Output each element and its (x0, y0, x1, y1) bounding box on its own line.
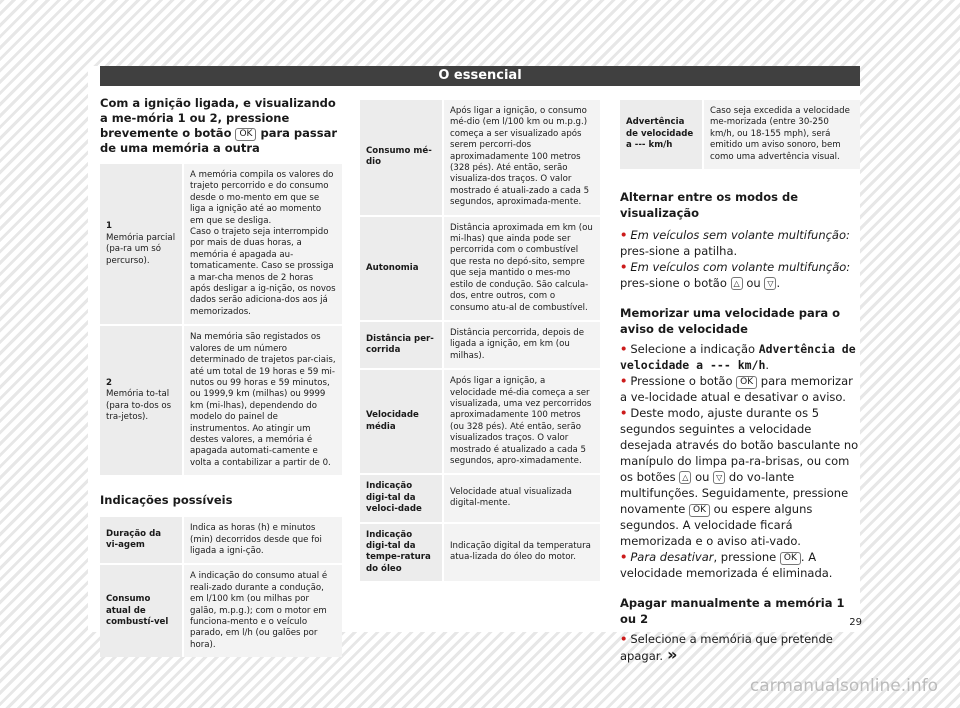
bullet-icon: • (620, 342, 628, 357)
indicacao-key: Duração da vi-agem (100, 517, 184, 563)
indicacoes-table-2 (360, 100, 600, 581)
indicacao-value: Após ligar a ignição, o consumo mé-dio (em l/100 km ou m.p.g.) começa a ser visualizado após serem percorri-dos aproximadamente 100 metros (328 pés). Até então, serão visualiza-dos traços. O valor mostrado é atuali-zado a cada 5 segundos, aproximada-mente. (444, 100, 600, 215)
indicacoes-table-1 (100, 517, 342, 657)
list-item: • Pressione o botão OK para memorizar a ve-locidade atual e desativar o aviso. (620, 374, 853, 405)
bullet-icon: • (620, 632, 628, 647)
memory-value-1: A memória compila os valores do trajeto percorrido e do consumo desde o mo-mento em que se liga a ignição até ao momento em que se desliga. Caso o trajeto seja interrompido por mais de duas horas, a memória é apagada au-tomaticamente. Caso se prossiga a mar-cha menos de 2 horas após desligar a ig-nição, os novos dados serão adiciona-dos aos já memorizados. (184, 164, 342, 324)
indicacao-value: Caso seja excedida a velocidade me-morizada (entre 30-250 km/h, ou 18-155 mph), será emitido um aviso sonoro, bem como uma advertência visual. (704, 100, 860, 169)
list-item: • Selecione a memória que pretende apagar. » (620, 632, 833, 665)
table-row (360, 473, 600, 521)
indicacao-key: Consumo atual de combustí-vel (100, 563, 184, 657)
indicacao-key: Indicação digi-tal da tempe-ratura do óleo (360, 522, 444, 582)
ok-button-icon: OK (736, 376, 757, 389)
indicacao-value: A indicação do consumo atual é reali-zado durante a condução, em l/100 km (ou milhas por galão, m.p.g.); com o motor em funciona-mento e o veículo parado, em l/h (ou galões por hora). (184, 563, 342, 657)
indicacao-key: Autonomia (360, 215, 444, 320)
memory-table (100, 164, 342, 475)
indicacao-value: Indicação digital da temperatura atua-lizada do óleo do motor. (444, 522, 600, 582)
table-row (100, 517, 342, 563)
down-button-icon: ▽ (764, 277, 776, 290)
indicacao-key: Distância per-corrida (360, 320, 444, 368)
table-row (100, 164, 342, 324)
list-item: • Selecione a indicação Advertência de velocidade a --- km/h. (620, 342, 856, 373)
column-right (620, 100, 860, 664)
alternar-title: Alternar entre os modos de visualização (620, 190, 799, 221)
indicacao-value: Distância aproximada em km (ou mi-lhas) que ainda pode ser percorrida com o combustível que resta no depó-sito, sempre que seja mantido o mes-mo estilo de condução. São calcula-dos, entre outros, com o consumo atu-al de combustível. (444, 215, 600, 320)
table-row (100, 563, 342, 657)
list-item: • Para desativar, pressione OK . A velocidade memorizada é eliminada. (620, 550, 833, 581)
ok-button-icon: OK (689, 504, 710, 517)
table-row (360, 522, 600, 582)
indicacao-value: Velocidade atual visualizada digital-mente. (444, 473, 600, 521)
bullet-icon: • (620, 550, 628, 565)
indicacao-value: Distância percorrida, depois de ligada a ignição, em km (ou milhas). (444, 320, 600, 368)
table-row (360, 368, 600, 473)
bullet-icon: • (620, 228, 628, 243)
indicacao-key: Advertência de velocidade a --- km/h (620, 100, 704, 169)
page-number: 29 (849, 617, 862, 628)
ok-button-icon: OK (780, 552, 801, 565)
indicacoes-title: Indicações possíveis (100, 493, 233, 508)
down-button-icon: ▽ (713, 471, 725, 484)
table-row (360, 320, 600, 368)
indicacao-key: Indicação digi-tal da veloci-dade (360, 473, 444, 521)
bullet-icon: • (620, 374, 628, 389)
indicacao-key: Consumo mé-dio (360, 100, 444, 215)
table-row (360, 215, 600, 320)
indicacao-key: Velocidade média (360, 368, 444, 473)
intro-text: Com a ignição ligada, e visualizando a me-mória 1 ou 2, pressione brevemente o botão OK para passar de uma memória a outra (100, 96, 338, 155)
table-row (360, 100, 600, 215)
memorizar-title: Memorizar uma velocidade para o aviso de velocidade (620, 306, 841, 337)
bullet-icon: • (620, 406, 628, 421)
up-button-icon: △ (731, 277, 743, 290)
table-row (100, 324, 342, 475)
watermark: carmanualsonline.info (749, 676, 938, 696)
indicacao-value: Após ligar a ignição, a velocidade mé-dia começa a ser visualizada, uma vez percorridos aproximadamente 100 metros (ou 328 pés). Até então, serão visualizados traços. O valor mostrado é atualizado a cada 5 segundos, apro-ximadamente. (444, 368, 600, 473)
column-left (100, 96, 342, 657)
bullet-icon: • (620, 260, 628, 275)
table-row (620, 100, 860, 169)
apagar-title: Apagar manualmente a memória 1 ou 2 (620, 596, 845, 627)
column-middle (360, 100, 600, 581)
memory-key-2: 2 Memória to-tal (para to-dos os tra-jetos). (100, 324, 184, 475)
section-header: O essencial (100, 66, 860, 86)
ok-button-icon: OK (235, 128, 256, 141)
indicacao-value: Indica as horas (h) e minutos (min) decorridos desde que foi ligada a igni-ção. (184, 517, 342, 563)
up-button-icon: △ (679, 471, 691, 484)
memory-value-2: Na memória são registados os valores de um número determinado de trajetos par-ciais, até um total de 19 horas e 59 mi-nutos ou 99 horas e 59 minutos, ou 1999,9 km (milhas) ou 9999 km (mi-lhas), dependendo do modelo do painel de instrumentos. Ao atingir um destes valores, a memória é apagada automati-camente e volta a contabilizar a partir de 0. (184, 324, 342, 475)
list-item: • Em veículos sem volante multifunção: pres-sione a patilha. (620, 228, 850, 259)
indicacoes-table-3 (620, 100, 860, 169)
list-item: • Deste modo, ajuste durante os 5 segundos seguintes a velocidade desejada através do botão basculante no manípulo do limpa pa-ra-brisas, ou com os botões △ ou ▽ do vo-lante multifunções. Seguidamente, pressione novamente OK ou espere alguns segundos. A velocidade ficará memorizada e o aviso ati-vado. (620, 406, 859, 549)
memory-key-1: 1 Memória parcial (pa-ra um só percurso). (100, 164, 184, 324)
continue-icon: » (667, 645, 678, 665)
list-item: • Em veículos com volante multifunção: pres-sione o botão △ ou ▽ . (620, 260, 851, 291)
